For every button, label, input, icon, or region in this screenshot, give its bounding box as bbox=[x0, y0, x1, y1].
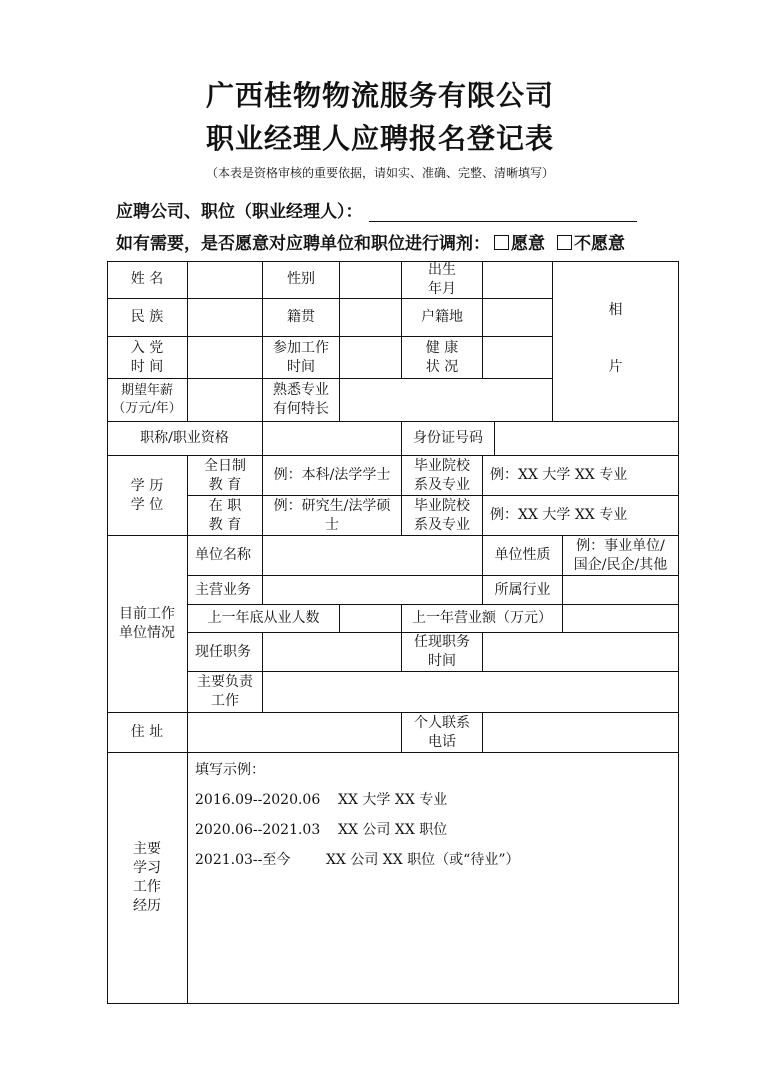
salary-input[interactable] bbox=[188, 379, 263, 422]
experience-input[interactable] bbox=[188, 753, 679, 1004]
inservice-school-input[interactable]: 例：XX 大学 XX 专业 bbox=[483, 496, 679, 536]
form-note: （本表是资格审核的重要依据，请如实、准确、完整、清晰填写） bbox=[205, 166, 554, 180]
native-place-label: 籍贯 bbox=[263, 299, 340, 337]
inservice-degree-input[interactable]: 例：研究生/法学硕 士 bbox=[263, 496, 402, 536]
experience-line: 2020.06--2021.03 XX 公司 XX 职位 bbox=[195, 822, 448, 838]
inservice-school-label: 毕业院校 系及专业 bbox=[402, 496, 483, 536]
current-unit-label: 目前工作 单位情况 bbox=[107, 536, 188, 713]
form-title: 职业经理人应聘报名登记表 bbox=[205, 122, 554, 155]
experience-label: 主要 学习 工作 经历 bbox=[107, 753, 188, 1004]
adjust-label: 如有需要，是否愿意对应聘单位和职位进行调剂： bbox=[116, 234, 490, 254]
main-business-label: 主营业务 bbox=[188, 576, 263, 605]
title-qual-input[interactable] bbox=[263, 422, 402, 456]
adjust-no-checkbox[interactable] bbox=[557, 235, 572, 250]
experience-line: 2016.09--2020.06 XX 大学 XX 专业 bbox=[195, 792, 448, 808]
address-label: 住 址 bbox=[107, 713, 188, 753]
native-place-input[interactable] bbox=[340, 299, 402, 337]
position-time-label: 任现职务 时间 bbox=[402, 633, 483, 672]
photo-label-1: 相 bbox=[608, 302, 623, 318]
unit-name-input[interactable] bbox=[263, 536, 483, 576]
gender-label: 性别 bbox=[263, 261, 340, 299]
party-date-label: 入 党 时 间 bbox=[107, 337, 188, 379]
fulltime-degree-input[interactable]: 例：本科/法学学士 bbox=[263, 456, 402, 496]
health-label: 健 康 状 况 bbox=[402, 337, 483, 379]
fulltime-school-label: 毕业院校 系及专业 bbox=[402, 456, 483, 496]
main-business-input[interactable] bbox=[263, 576, 483, 605]
apply-line bbox=[116, 197, 637, 222]
id-number-label: 身份证号码 bbox=[402, 422, 495, 456]
registration-form bbox=[107, 261, 679, 1004]
specialty-label: 熟悉专业 有何特长 bbox=[263, 379, 340, 422]
fulltime-school-input[interactable]: 例：XX 大学 XX 专业 bbox=[483, 456, 679, 496]
phone-label: 个人联系 电话 bbox=[402, 713, 483, 753]
apply-input[interactable] bbox=[369, 203, 637, 222]
current-position-input[interactable] bbox=[263, 633, 402, 672]
current-position-label: 现任职务 bbox=[188, 633, 263, 672]
phone-input[interactable] bbox=[483, 713, 679, 753]
experience-line: 填写示例： bbox=[195, 762, 265, 778]
unit-type-input[interactable]: 例：事业单位/ 国企/民企/其他 bbox=[563, 536, 679, 576]
household-input[interactable] bbox=[483, 299, 553, 337]
education-label: 学 历 学 位 bbox=[107, 456, 188, 536]
birth-input[interactable] bbox=[483, 261, 553, 299]
main-duty-input[interactable] bbox=[263, 672, 679, 713]
ethnicity-label: 民 族 bbox=[107, 299, 188, 337]
revenue-input[interactable] bbox=[563, 605, 679, 633]
work-start-label: 参加工作 时间 bbox=[263, 337, 340, 379]
unit-name-label: 单位名称 bbox=[188, 536, 263, 576]
salary-label: 期望年薪 （万元/年） bbox=[107, 379, 188, 422]
experience-line: 2021.03--至今 XX 公司 XX 职位（或“待业”） bbox=[195, 852, 520, 868]
name-label: 姓 名 bbox=[107, 261, 188, 299]
staff-count-label: 上一年底从业人数 bbox=[188, 605, 340, 633]
title-qual-label: 职称/职业资格 bbox=[107, 422, 263, 456]
industry-input[interactable] bbox=[563, 576, 679, 605]
staff-count-input[interactable] bbox=[340, 605, 402, 633]
company-title: 广西桂物物流服务有限公司 bbox=[205, 79, 554, 112]
adjust-yes-checkbox[interactable] bbox=[494, 235, 509, 250]
gender-input[interactable] bbox=[340, 261, 402, 299]
revenue-label: 上一年营业额（万元） bbox=[402, 605, 563, 633]
industry-label: 所属行业 bbox=[483, 576, 563, 605]
work-start-input[interactable] bbox=[340, 337, 402, 379]
specialty-input[interactable] bbox=[340, 379, 553, 422]
adjust-line bbox=[116, 229, 625, 254]
inservice-label: 在 职 教 育 bbox=[188, 496, 263, 536]
apply-label: 应聘公司、职位（职业经理人）： bbox=[116, 202, 363, 222]
unit-type-label: 单位性质 bbox=[483, 536, 563, 576]
household-label: 户籍地 bbox=[402, 299, 483, 337]
main-duty-label: 主要负责 工作 bbox=[188, 672, 263, 713]
fulltime-label: 全日制 教 育 bbox=[188, 456, 263, 496]
health-input[interactable] bbox=[483, 337, 553, 379]
party-date-input[interactable] bbox=[188, 337, 263, 379]
name-input[interactable] bbox=[188, 261, 263, 299]
photo-box[interactable] bbox=[553, 261, 679, 422]
adjust-yes-label: 愿意 bbox=[511, 234, 545, 254]
address-input[interactable] bbox=[188, 713, 402, 753]
ethnicity-input[interactable] bbox=[188, 299, 263, 337]
position-time-input[interactable] bbox=[483, 633, 679, 672]
birth-label: 出生 年月 bbox=[402, 261, 483, 299]
photo-label-2: 片 bbox=[608, 359, 623, 375]
id-number-input[interactable] bbox=[495, 422, 679, 456]
adjust-no-label: 不愿意 bbox=[574, 234, 625, 254]
